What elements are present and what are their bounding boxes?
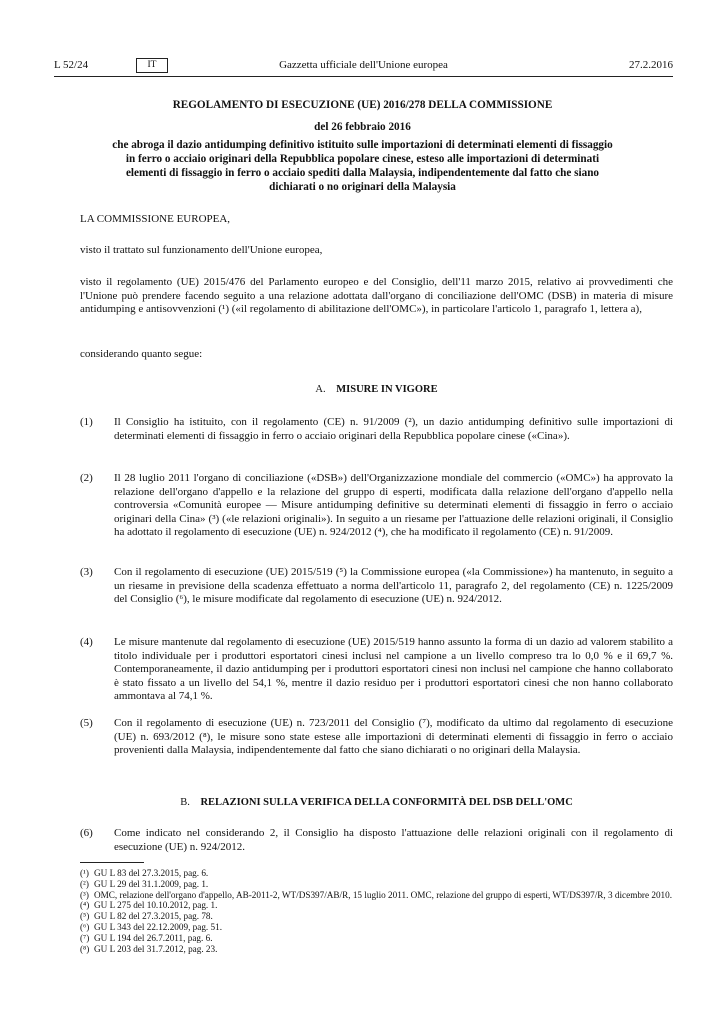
preamble-visto-regulation: visto il regolamento (UE) 2015/476 del Parlamento europeo e del Consiglio, dell'11 marzo 2015, relativo ai provvedimenti che l'Unione può prendere facendo seguito a una relazione adottata dall'organo di conciliazione dell'OMC (DSB) in materia di misure antidumping e antisovvenzioni (¹) («il regolamento di abilitazione dell'OMC»), in particolare l'articolo 1, paragrafo 1, lettera a),	[80, 276, 673, 316]
footnote-mark: (⁵)	[80, 911, 90, 922]
footnote-separator	[80, 862, 144, 863]
regulation-subject: che abroga il dazio antidumping definitivo istituito sulle importazioni di determinati elementi di fissaggio in ferro o acciaio originari della Repubblica popolare cinese, esteso alle importazioni di determinati elementi di fissaggio in ferro o acciaio spediti dalla Malaysia, indipendentemente dal fatto che siano dichiarati o no originari della Malaysia	[112, 139, 613, 193]
footnote	[80, 900, 673, 911]
section-b-letter: B.	[180, 797, 190, 808]
recital-number: (5)	[80, 717, 93, 729]
footnote	[80, 922, 673, 933]
recital-5	[80, 717, 673, 758]
footnote-text: GU L 82 del 27.3.2015, pag. 78.	[94, 911, 213, 922]
recital-6	[80, 827, 673, 854]
preamble-commission: LA COMMISSIONE EUROPEA,	[80, 213, 231, 225]
recital-text: Con il regolamento di esecuzione (UE) 2015/519 (⁵) la Commissione europea («la Commissione») ha mantenuto, in seguito a un riesame in previsione della scadenza effettuato a norma dell'articolo 11, paragrafo 2, del regolamento (CE) n. 1225/2009 del Consiglio (⁶), le misure modificate dal regolamento di esecuzione (UE) n. 924/2012.	[114, 566, 673, 606]
recital-number: (3)	[80, 566, 93, 578]
recital-text: Il Consiglio ha istituito, con il regolamento (CE) n. 91/2009 (²), un dazio antidumping definitivo sulle importazioni di determinati elementi di fissaggio in ferro o acciaio originari della Repubblica popolare cinese («Cina»).	[114, 416, 673, 442]
recital-text: Le misure mantenute dal regolamento di esecuzione (UE) 2015/519 hanno assunto la forma di un dazio ad valorem stabilito a titolo individuale per i produttori esportatori cinesi inclusi nel campione a un livello compreso tra lo 0,0 % e il 69,7 %. Contemporaneamente, il dazio antidumping per i produttori esportatori cinesi non inclusi nel campione che hanno collaborato è stato fissato a un livello del 54,1 %, mentre il dazio residuo per i produttori esportatori cinesi che non hanno collaborato ammontava al 74,1 %.	[114, 636, 673, 703]
section-a-title: MISURE IN VIGORE	[336, 384, 438, 395]
footnote	[80, 911, 673, 922]
language-badge: IT	[136, 58, 168, 73]
footnotes	[80, 868, 673, 954]
recital-number: (6)	[80, 827, 93, 839]
page-header	[54, 56, 673, 77]
footnote	[80, 879, 673, 890]
recital-text: Come indicato nel considerando 2, il Consiglio ha disposto l'attuazione delle relazioni originali con il regolamento di esecuzione (UE) n. 924/2012.	[114, 827, 673, 853]
regulation-title: REGOLAMENTO DI ESECUZIONE (UE) 2016/278 DELLA COMMISSIONE	[172, 99, 553, 111]
footnote-mark: (⁸)	[80, 943, 90, 954]
journal-title: Gazzetta ufficiale dell'Unione europea	[279, 59, 448, 71]
footnote	[80, 944, 673, 955]
regulation-date: del 26 febbraio 2016	[314, 121, 411, 133]
footnote-text: GU L 194 del 26.7.2011, pag. 6.	[94, 932, 213, 943]
footnote-mark: (¹)	[80, 868, 89, 878]
footnote-text: GU L 275 del 10.10.2012, pag. 1.	[94, 900, 218, 911]
footnote	[80, 868, 673, 879]
footnote	[80, 890, 673, 901]
footnote-text: GU L 203 del 31.7.2012, pag. 23.	[94, 943, 218, 954]
recital-text: Con il regolamento di esecuzione (UE) n. 723/2011 del Consiglio (⁷), modificato da ultimo dal regolamento di esecuzione (UE) n. 693/2012 (⁸), le misure sono state estese alle importazioni di determinati elementi di fissaggio in ferro o acciaio provenienti dalla Malaysia, indipendentemente dal fatto che siano dichiarati o no originari della Malaysia.	[114, 717, 673, 757]
section-a-heading	[80, 384, 673, 395]
footnote-text: OMC, relazione dell'organo d'appello, AB-2011-2, WT/DS397/AB/R, 15 luglio 2011. OMC, relazione del gruppo di esperti, WT/DS397/R, 3 dicembre 2010.	[94, 889, 673, 900]
footnote-text: GU L 83 del 27.3.2015, pag. 6.	[94, 868, 209, 878]
recital-number: (2)	[80, 472, 93, 484]
preamble-considerando: considerando quanto segue:	[80, 348, 203, 360]
section-b-heading	[80, 797, 673, 808]
recital-2	[80, 472, 673, 540]
preamble-visto-treaty: visto il trattato sul funzionamento dell'Unione europea,	[80, 244, 323, 256]
recital-text: Il 28 luglio 2011 l'organo di conciliazione («DSB») dell'Organizzazione mondiale del commercio («OMC») ha approvato la relazione dell'organo d'appello e la relazione del gruppo di esperti, modificata dalla relazione dell'organo d'appello nella controversia «Comunità europee — Misure antidumping definitive su determinati elementi di fissaggio in ferro o acciaio originari della Cina» (³) («le relazioni originali»). In seguito a un riesame per l'attuazione delle relazioni originali, il Consiglio ha adottato il regolamento di esecuzione (UE) n. 924/2012 (⁴), che ha modificato il regolamento (CE) n. 91/2009.	[114, 472, 673, 539]
recital-number: (4)	[80, 636, 93, 648]
publication-date: 27.2.2016	[629, 59, 673, 71]
footnote-mark: (³)	[80, 889, 89, 900]
footnote-text: GU L 343 del 22.12.2009, pag. 51.	[94, 921, 223, 932]
footnote-mark: (²)	[80, 878, 89, 889]
journal-reference: L 52/24	[54, 59, 89, 71]
section-a-letter: A.	[315, 384, 326, 395]
section-b-title: RELAZIONI SULLA VERIFICA DELLA CONFORMITÀ DEL DSB DELL'OMC	[200, 797, 573, 808]
recital-3	[80, 566, 673, 607]
footnote-mark: (⁶)	[80, 921, 90, 932]
footnote-mark: (⁷)	[80, 932, 90, 943]
footnote	[80, 933, 673, 944]
footnote-mark: (⁴)	[80, 900, 90, 911]
recital-number: (1)	[80, 416, 93, 428]
recital-1	[80, 416, 673, 443]
recital-4	[80, 636, 673, 704]
footnote-text: GU L 29 del 31.1.2009, pag. 1.	[94, 878, 209, 889]
